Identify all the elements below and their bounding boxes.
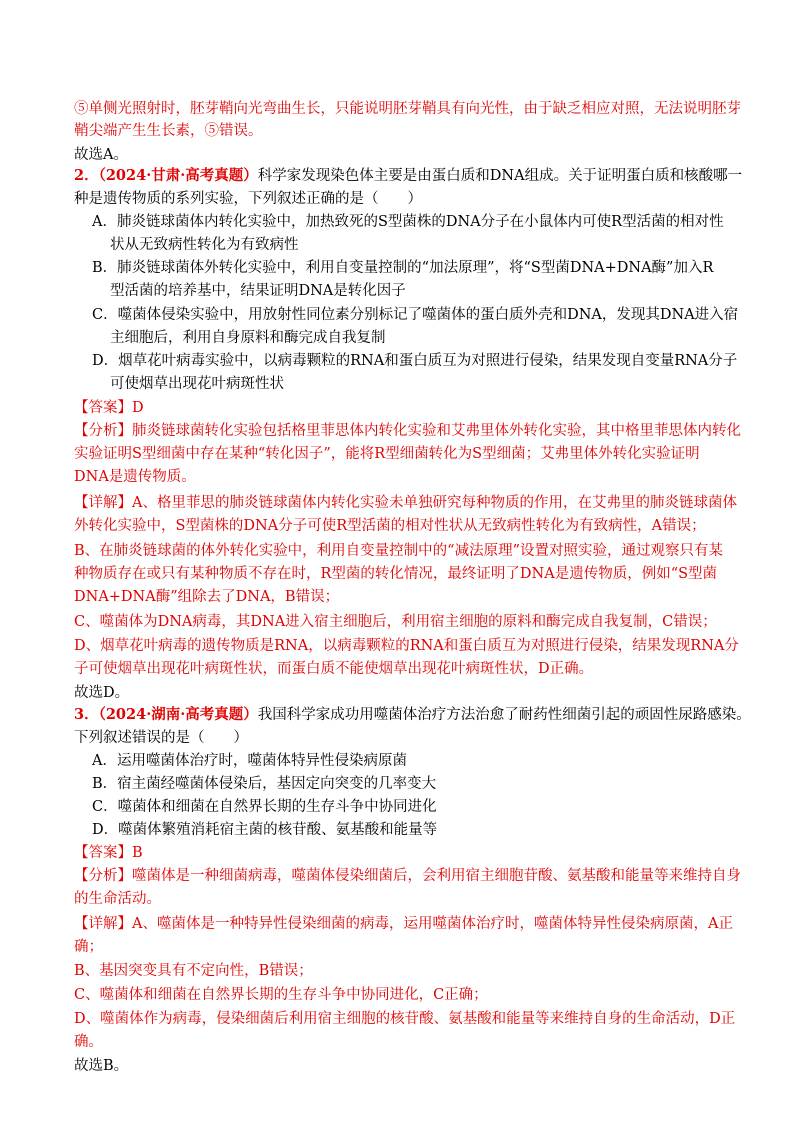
text-line xyxy=(74,444,700,464)
text-line xyxy=(74,843,143,863)
text-segment: 状从无致病性转化为有致病性 xyxy=(110,237,299,253)
text-line xyxy=(74,705,751,725)
text-segment: 【详解】A、格里菲思的肺炎链球菌体内转化实验未单独研究每种物质的作用，在艾弗里的肺炎链球菌体 xyxy=(74,495,737,511)
text-line xyxy=(92,820,437,840)
text-segment: DNA+DNA酶”组除去了DNA，B错误； xyxy=(74,589,340,605)
text-line xyxy=(74,659,593,679)
text-line xyxy=(110,374,284,394)
text-line xyxy=(92,351,737,371)
text-segment: 主细胞后，利用自身原料和酶完成自我复制 xyxy=(110,330,386,346)
text-line xyxy=(74,398,144,418)
question-source-label: 3．（2024·湖南·高考真题） xyxy=(74,706,258,723)
text-segment: 鞘尖端产生生长素，⑤错误。 xyxy=(74,123,263,139)
text-segment: 子可使烟草出现花叶病斑性状，而蛋白质不能使烟草出现花叶病斑性状，D正确。 xyxy=(74,661,594,677)
text-segment: 型活菌的培养基中，结果证明DNA是转化因子 xyxy=(110,283,406,299)
text-segment: 确。 xyxy=(74,1034,103,1050)
text-segment: 【分析】肺炎链球菌转化实验包括格里菲思体内转化实验和艾弗里体外转化实验，其中格里菲思体内转化 xyxy=(74,423,741,439)
text-segment: 【答案】D xyxy=(74,400,144,416)
text-segment: ⑤单侧光照射时，胚芽鞘向光弯曲生长，只能说明胚芽鞘具有向光性，由于缺乏相应对照，无法说明胚芽 xyxy=(74,101,741,117)
text-segment: B、基因突变具有不定向性，B错误； xyxy=(74,963,313,979)
text-line xyxy=(74,166,742,186)
text-segment: 【答案】B xyxy=(74,845,143,861)
text-line xyxy=(74,961,313,981)
text-line xyxy=(74,889,161,909)
text-line xyxy=(110,328,386,348)
text-segment: D、烟草花叶病毒的遗传物质是RNA，以病毒颗粒的RNA和蛋白质互为对照进行侵染，结果发现RNA分 xyxy=(74,638,739,654)
text-segment: A．运用噬菌体治疗时，噬菌体特异性侵染病原菌 xyxy=(92,753,407,769)
text-line xyxy=(74,145,128,165)
text-line xyxy=(74,121,263,141)
text-line xyxy=(92,258,713,278)
text-segment: D、噬菌体作为病毒，侵染细菌后利用宿主细胞的核苷酸、氨基酸和能量等来维持自身的生命活动，D正 xyxy=(74,1011,736,1027)
text-line xyxy=(92,774,436,794)
text-line xyxy=(74,985,488,1005)
text-segment: D．噬菌体繁殖消耗宿主菌的核苷酸、氨基酸和能量等 xyxy=(92,822,438,838)
text-line xyxy=(110,281,406,301)
text-segment: A．肺炎链球菌体内转化实验中，加热致死的S型菌株的DNA分子在小鼠体内可使R型活菌的相对性 xyxy=(92,214,724,230)
text-line xyxy=(74,937,103,957)
text-segment: DNA是遗传物质。 xyxy=(74,469,196,485)
text-line xyxy=(74,587,339,607)
text-line xyxy=(92,305,738,325)
text-line xyxy=(74,728,248,748)
text-segment: C．噬菌体和细菌在自然界长期的生存斗争中协同进化 xyxy=(92,799,437,815)
text-line xyxy=(74,493,737,513)
text-segment: 【详解】A、噬菌体是一种特异性侵染细菌的病毒，运用噬菌体治疗时，噬菌体特异性侵染病原菌，A正 xyxy=(74,916,733,932)
text-segment: 种是遗传物质的系列实验，下列叙述正确的是（ ） xyxy=(74,191,422,207)
text-line xyxy=(74,421,741,441)
text-line xyxy=(74,467,196,487)
text-segment: 【分析】噬菌体是一种细菌病毒，噬菌体侵染细菌后，会利用宿主细胞苷酸、氨基酸和能量等来维持自身 xyxy=(74,868,741,884)
text-line xyxy=(74,1056,128,1076)
text-segment: 下列叙述错误的是（ ） xyxy=(74,730,248,746)
text-segment: 种物质存在或只有某种物质不存在时，R型菌的转化情况，最终证明了DNA是遗传物质，例如“S型菌 xyxy=(74,566,718,582)
text-line xyxy=(74,189,422,209)
text-line xyxy=(110,235,299,255)
text-line xyxy=(92,751,407,771)
text-segment: 故选D。 xyxy=(74,685,130,701)
text-line xyxy=(74,612,717,632)
text-line xyxy=(74,1032,103,1052)
text-segment: D．烟草花叶病毒实验中，以病毒颗粒的RNA和蛋白质互为对照进行侵染，结果发现自变量RNA分子 xyxy=(92,353,738,369)
text-segment: 故选A。 xyxy=(74,147,128,163)
text-segment: C．噬菌体侵染实验中，用放射性同位素分别标记了噬菌体的蛋白质外壳和DNA，发现其DNA进入宿 xyxy=(92,307,739,323)
question-source-label: 2．（2024·甘肃·高考真题） xyxy=(74,167,258,184)
text-segment: C、噬菌体为DNA病毒，其DNA进入宿主细胞后，利用宿主细胞的原料和酶完成自我复制，C错误； xyxy=(74,614,717,630)
text-line xyxy=(74,636,739,656)
text-segment: 故选B。 xyxy=(74,1058,129,1074)
text-line xyxy=(74,541,723,561)
text-line xyxy=(74,99,741,119)
text-segment: B、在肺炎链球菌的体外转化实验中，利用自变量控制中的“减法原理”设置对照实验，通过观察只有某 xyxy=(74,543,723,559)
text-segment: B．肺炎链球菌体外转化实验中，利用自变量控制的“加法原理”，将“S型菌DNA+DNA酶”加入R xyxy=(92,260,714,276)
text-segment: B．宿主菌经噬菌体侵染后，基因定向突变的几率变大 xyxy=(92,776,437,792)
text-segment: 外转化实验中，S型菌株的DNA分子可使R型活菌的相对性状从无致病性转化为有致病性，A错误； xyxy=(74,518,706,534)
text-segment: 确； xyxy=(74,939,103,955)
text-segment: C、噬菌体和细菌在自然界长期的生存斗争中协同进化，C正确； xyxy=(74,987,488,1003)
text-segment: 的生命活动。 xyxy=(74,891,161,907)
text-line xyxy=(74,516,706,536)
text-segment: 科学家发现染色体主要是由蛋白质和DNA组成。关于证明蛋白质和核酸哪一 xyxy=(257,168,743,184)
text-line xyxy=(92,797,437,817)
text-line xyxy=(74,866,741,886)
text-segment: 我国科学家成功用噬菌体治疗方法治愈了耐药性细菌引起的顽固性尿路感染。 xyxy=(257,707,751,723)
text-line xyxy=(74,914,733,934)
text-line xyxy=(74,683,129,703)
text-segment: 可使烟草出现花叶病斑性状 xyxy=(110,376,284,392)
text-line xyxy=(74,1009,735,1029)
text-line xyxy=(74,564,717,584)
text-segment: 实验证明S型细菌中存在某种“转化因子”，能将R型细菌转化为S型细菌；艾弗里体外转化实验证明 xyxy=(74,446,700,462)
text-line xyxy=(92,212,724,232)
